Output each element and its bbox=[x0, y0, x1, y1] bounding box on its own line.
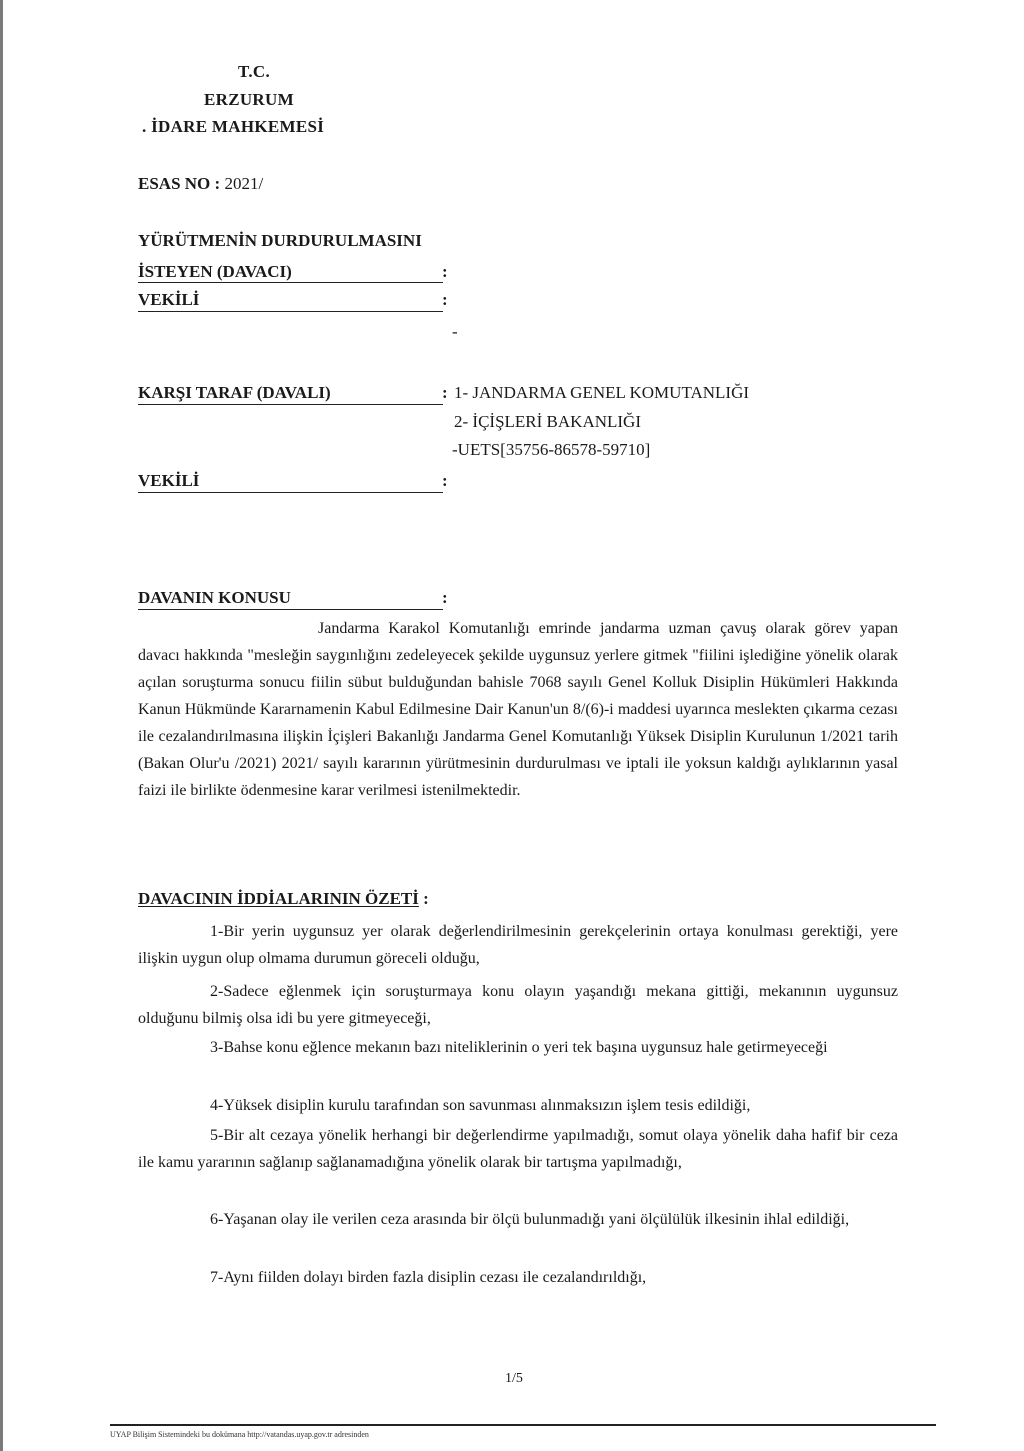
davali-2: 2- İÇİŞLERİ BAKANLIĞI bbox=[454, 412, 641, 431]
colon-vekili-2: : bbox=[442, 471, 448, 490]
karsi-taraf-label: KARŞI TARAF (DAVALI) bbox=[138, 383, 331, 402]
footer-rule bbox=[110, 1424, 936, 1426]
esas-value: 2021/ bbox=[224, 174, 264, 193]
header-tc: T.C. bbox=[238, 62, 271, 81]
colon-davaci: : bbox=[442, 262, 448, 281]
header-court: . İDARE MAHKEMESİ bbox=[142, 117, 325, 136]
yd-label-line2: İSTEYEN (DAVACI) bbox=[138, 262, 292, 281]
iddia-5: 5-Bir alt cezaya yönelik herhangi bir değerlendirme yapılmadığı, somut olaya yönelik daha hafif bir ceza ile kamu yararının sağlanıp sağlanamadığına yönelik olarak bir tartışma yapılmadığı, bbox=[138, 1127, 898, 1171]
colon-vekili-1: : bbox=[442, 290, 448, 309]
colon-karsi: : bbox=[442, 383, 448, 402]
underline-vekili-2 bbox=[138, 492, 443, 493]
colon-iddialar: : bbox=[423, 889, 429, 908]
konu-heading: DAVANIN KONUSU bbox=[138, 588, 291, 607]
esas-no bbox=[138, 174, 263, 194]
iddia-7: 7-Aynı fiilden dolayı birden fazla disiplin cezası ile cezalandırıldığı, bbox=[210, 1269, 647, 1286]
iddia-6: 6-Yaşanan olay ile verilen ceza arasında bir ölçü bulunmadığı yani ölçülülük ilkesinin ihlal edildiği, bbox=[210, 1211, 850, 1228]
underline-karsi bbox=[138, 404, 443, 405]
esas-label: ESAS NO : bbox=[138, 174, 221, 193]
header-city: ERZURUM bbox=[204, 90, 294, 109]
iddia-1: 1-Bir yerin uygunsuz yer olarak değerlendirilmesinin gerekçelerinin ortaya konulması gerektiği, yere ilişkin uygun olup olmama durumun göreceli olduğu, bbox=[138, 923, 898, 967]
underline-konu bbox=[138, 609, 443, 610]
footer-text: UYAP Bilişim Sistemindeki bu dokümana http://vatandas.uyap.gov.tr adresinden bbox=[110, 1430, 369, 1439]
colon-konu: : bbox=[442, 588, 448, 607]
underline-davaci bbox=[138, 282, 443, 283]
davali-uets: -UETS[35756-86578-59710] bbox=[452, 440, 651, 459]
iddia-2: 2-Sadece eğlenmek için soruşturmaya konu olayın yaşandığı mekana gittiği, mekanının uygunsuz olduğunu bilmiş olsa idi bu yere gitmeyeceği, bbox=[138, 983, 898, 1027]
vekili-label-1: VEKİLİ bbox=[138, 290, 200, 309]
page-number: 1/5 bbox=[505, 1371, 523, 1386]
iddialar-heading bbox=[138, 889, 429, 909]
iddialar-heading-text: DAVACININ İDDİALARININ ÖZETİ bbox=[138, 889, 419, 908]
yd-label-line1: YÜRÜTMENİN DURDURULMASINI bbox=[138, 231, 422, 250]
vekili-dash: - bbox=[452, 322, 458, 341]
konu-text: Jandarma Karakol Komutanlığı emrinde jandarma uzman çavuş olarak görev yapan davacı hakkında "mesleğin saygınlığını zedeleyecek şekilde uygunsuz yerlere gitmek "fiilini işlediğine yönelik olarak açılan soruşturma sonucu fiilin sübut bulduğundan bahisle 7068 sayılı Genel Kolluk Disiplin Hükümleri Hakkında Kanun Hükmünde Kararnamenin Kabul Edilmesine Dair Kanun'un 8/(6)-i maddesi uyarınca meslekten çıkarma cezası ile cezalandırılmasına ilişkin İçişleri Bakanlığı Jandarma Genel Komutanlığı Yüksek Disiplin Kurulunun 1/2021 tarih (Bakan Olur'u /2021) 2021/ sayılı kararının yürütmesinin durdurulması ve iptali ile yoksun kaldığı aylıklarının yasal faizi ile birlikte ödenmesine karar verilmesi istenilmektedir. bbox=[138, 620, 898, 799]
vekili-label-2: VEKİLİ bbox=[138, 471, 200, 490]
underline-vekili-1 bbox=[138, 311, 443, 312]
iddia-3: 3-Bahse konu eğlence mekanın bazı niteliklerinin o yeri tek başına uygunsuz hale getirmeyeceği bbox=[210, 1039, 828, 1056]
iddia-4: 4-Yüksek disiplin kurulu tarafından son savunması alınmaksızın işlem tesis edildiği, bbox=[210, 1097, 751, 1114]
davali-1: 1- JANDARMA GENEL KOMUTANLIĞI bbox=[454, 383, 750, 402]
